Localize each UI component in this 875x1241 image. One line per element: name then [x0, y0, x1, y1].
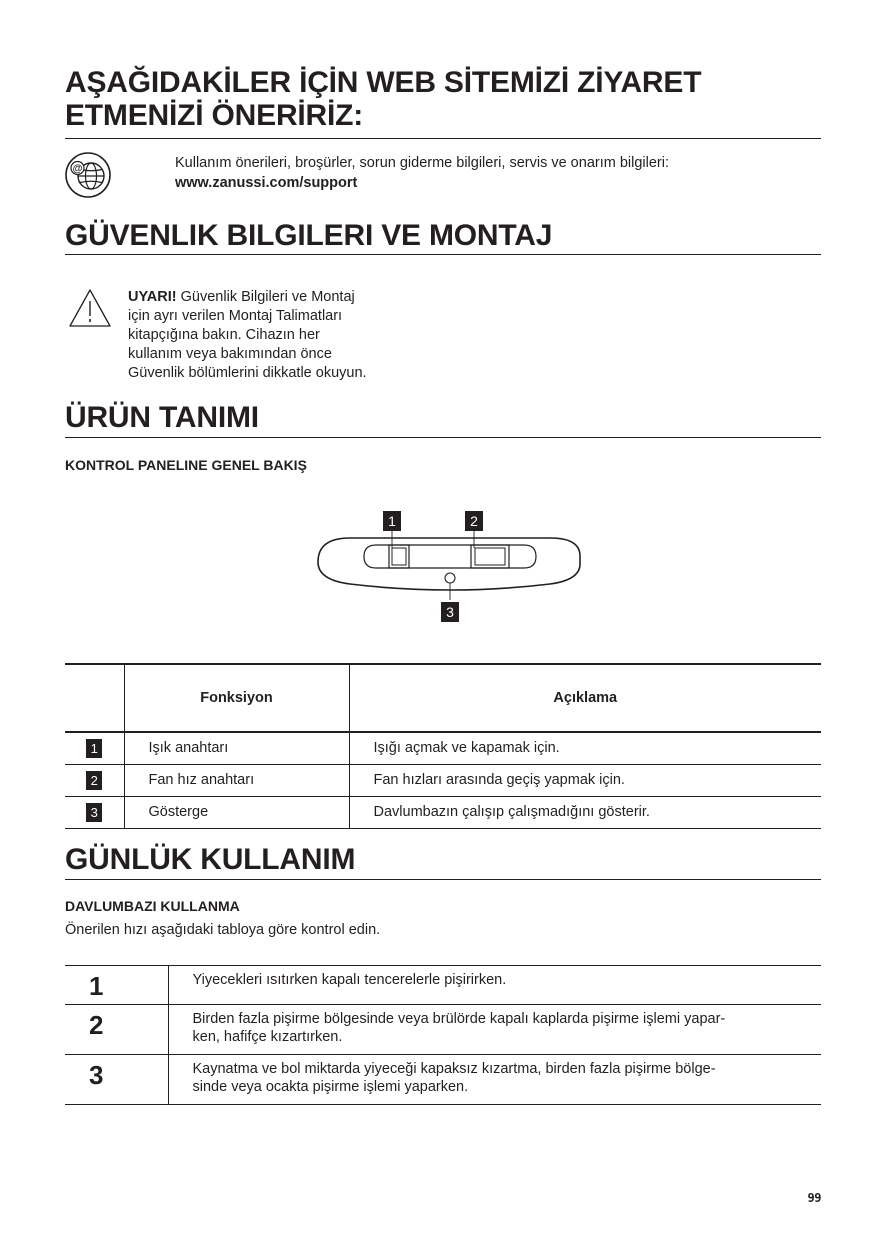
- web-globe-icon: [64, 151, 112, 199]
- visit-heading-line-2: ETMENİZİ ÖNERİRİZ:: [65, 99, 364, 132]
- warning-line-4: kullanım veya bakımından önce: [128, 346, 332, 362]
- daily-use-heading: GÜNLÜK KULLANIM: [65, 843, 356, 876]
- speed-description-line: Yiyecekleri ısıtırken kapalı tencerelerle pişirirken.: [192, 972, 507, 988]
- row-description: Davlumbazın çalışıp çalışmadığını gösterir.: [349, 796, 821, 828]
- speed-number: 3: [65, 1055, 168, 1105]
- warning-line-1-text: Güvenlik Bilgileri ve Montaj: [176, 289, 355, 305]
- light-switch-inner: [392, 548, 406, 565]
- speed-number: 2: [65, 1005, 168, 1055]
- control-panel-subheading: KONTROL PANELINE GENEL BAKIŞ: [65, 457, 307, 473]
- header-number: [65, 664, 124, 732]
- header-function: Fonksiyon: [124, 664, 349, 732]
- speed-recommendation-table: [65, 965, 821, 1105]
- table-row: [65, 1055, 821, 1105]
- speed-description-line: sinde veya ocakta pişirme işlemi yaparken.: [192, 1079, 469, 1095]
- speed-description: [168, 966, 821, 1005]
- warning-line-3: kitapçığına bakın. Cihazın her: [128, 327, 320, 343]
- speed-description-line: ken, hafifçe kızartırken.: [192, 1029, 343, 1045]
- safety-warning-text: [128, 288, 428, 383]
- section-divider: [65, 879, 821, 880]
- table-row: [65, 966, 821, 1005]
- speed-description: [168, 1005, 821, 1055]
- row-function: Fan hız anahtarı: [124, 764, 349, 796]
- row-number-badge: 2: [86, 771, 102, 790]
- speed-description: [168, 1055, 821, 1105]
- row-function: Işık anahtarı: [124, 732, 349, 764]
- support-url-link[interactable]: www.zanussi.com/support: [175, 175, 358, 191]
- table-row: [65, 796, 821, 828]
- warning-lead: UYARI!: [128, 289, 177, 305]
- row-description: Işığı açmak ve kapamak için.: [349, 732, 821, 764]
- table-row: [65, 732, 821, 764]
- speed-description-line: Kaynatma ve bol miktarda yiyeceği kapaksız kızartma, birden fazla pişirme bölge-: [192, 1061, 716, 1077]
- section-divider: [65, 437, 821, 438]
- product-heading: ÜRÜN TANIMI: [65, 401, 259, 434]
- control-panel-diagram: [310, 508, 590, 628]
- warning-line-2: için ayrı verilen Montaj Talimatları: [128, 308, 343, 324]
- row-number-badge: 3: [86, 803, 102, 822]
- row-number-cell: [65, 732, 124, 764]
- section-divider: [65, 254, 821, 255]
- safety-heading: GÜVENLIK BILGILERI VE MONTAJ: [65, 219, 553, 252]
- section-divider: [65, 138, 821, 139]
- speed-number: 1: [65, 966, 168, 1005]
- visit-description: Kullanım önerileri, broşürler, sorun giderme bilgileri, servis ve onarım bilgileri:: [175, 155, 669, 171]
- visit-website-heading: [65, 66, 821, 132]
- using-hood-intro: Önerilen hızı aşağıdaki tabloya göre kontrol edin.: [65, 922, 381, 938]
- panel-housing: [318, 538, 580, 590]
- warning-line-5: Güvenlik bölümlerini dikkatle okuyun.: [128, 365, 367, 381]
- callout-2-label: 2: [470, 513, 478, 529]
- indicator-lamp: [445, 573, 455, 583]
- row-number-badge: 1: [86, 739, 102, 758]
- svg-text:@: @: [72, 163, 83, 175]
- table-row: [65, 1005, 821, 1055]
- speed-description-line: Birden fazla pişirme bölgesinde veya brülörde kapalı kaplarda pişirme işlemi yapar-: [192, 1011, 726, 1027]
- visit-heading-line-1: AŞAĞIDAKİLER İÇİN WEB SİTEMİZİ ZİYARET: [65, 66, 702, 99]
- control-functions-table: [65, 663, 821, 829]
- warning-triangle-icon: [68, 288, 112, 328]
- table-row: [65, 764, 821, 796]
- header-description: Açıklama: [349, 664, 821, 732]
- callout-3-label: 3: [446, 604, 454, 620]
- row-number-cell: [65, 764, 124, 796]
- panel-inner-recess: [364, 545, 536, 568]
- using-hood-subheading: DAVLUMBAZI KULLANMA: [65, 898, 240, 914]
- page-number: 99: [807, 1191, 821, 1205]
- callout-1-label: 1: [388, 513, 396, 529]
- row-number-cell: [65, 796, 124, 828]
- row-description: Fan hızları arasında geçiş yapmak için.: [349, 764, 821, 796]
- table-header-row: [65, 664, 821, 732]
- fan-speed-switch-inner: [475, 548, 505, 565]
- warning-line-1: [128, 288, 428, 307]
- row-function: Gösterge: [124, 796, 349, 828]
